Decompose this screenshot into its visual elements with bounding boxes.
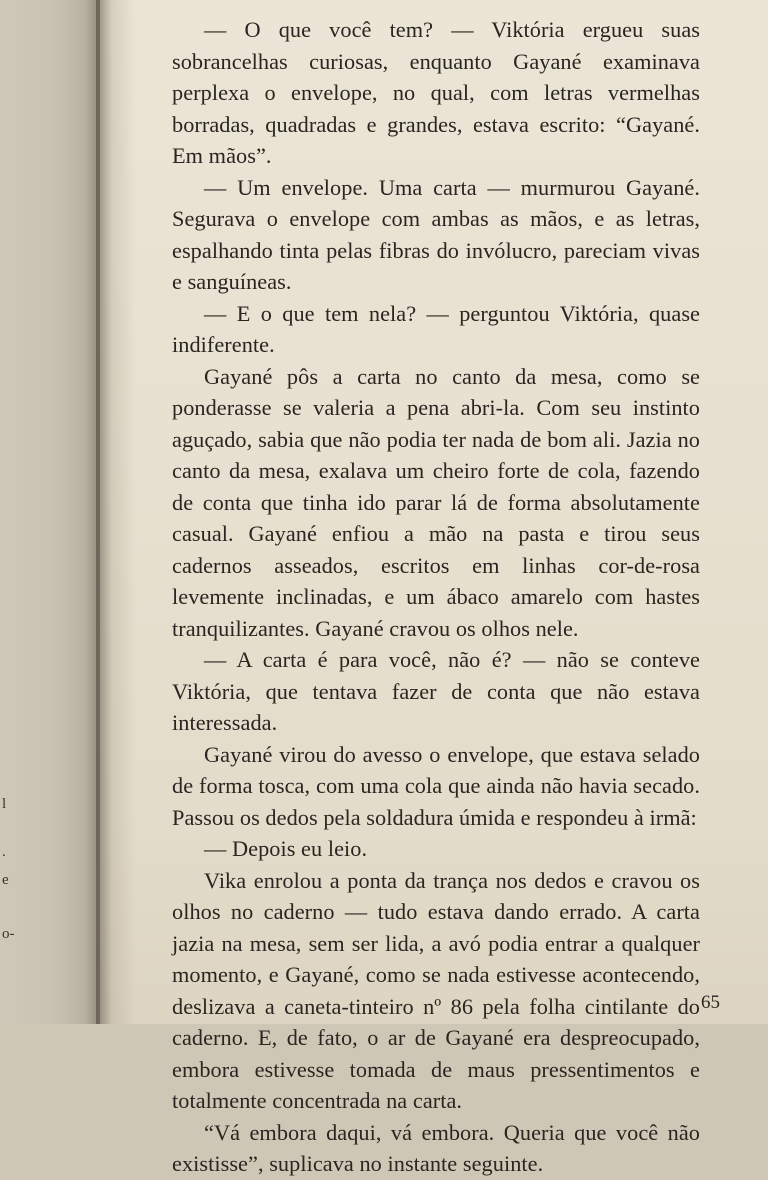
paragraph: — Depois eu leio. bbox=[204, 836, 368, 861]
paragraph: Vika enrolou a ponta da trança nos dedos e cravou os olhos no caderno — tudo estava dando errado. A carta jazia na mesa, sem ser lida, a avó podia entrar a qualquer momento, e Gayané, como se nada estivesse acontecendo, deslizava a caneta-tinteiro nº 86 pela folha cintilante do caderno. E, de fato, o ar de Gayané era despreocupado, embora estivesse tomada de maus pressentimentos e totalmente concentrada na carta. bbox=[172, 867, 700, 1113]
book-gutter-shadow bbox=[96, 0, 136, 1024]
paragraph: — O que você tem? — Viktória ergueu suas sobrancelhas curiosas, enquanto Gayané examinava perplexa o envelope, no qual, com letras vermelhas borradas, quadradas e grandes, estava escrito: “Gayané. Em mãos”. bbox=[172, 17, 700, 168]
paragraph: — A carta é para você, não é? — não se conteve Viktória, que tentava fazer de conta que não estava interessada. bbox=[172, 647, 700, 735]
paragraph: “Vá embora daqui, vá embora. Queria que você não existisse”, suplicava no instante seguinte. bbox=[172, 1119, 700, 1176]
fragment-text: l bbox=[2, 796, 7, 812]
fragment-text: o- bbox=[2, 926, 15, 942]
paragraph: Gayané pôs a carta no canto da mesa, como se ponderasse se valeria a pena abri-la. Com seu instinto aguçado, sabia que não podia ter nada de bom ali. Jazia no canto da mesa, exalava um cheiro forte de cola, fazendo de conta que tinha ido parar lá de forma absolutamente casual. Gayané enfiou a mão na pasta e tirou seus cadernos asseados, escritos em linhas cor-de-rosa levemente inclinadas, e um ábaco amarelo com hastes tranquilizantes. Gayané cravou os olhos nele. bbox=[172, 363, 700, 641]
paragraph: — Um envelope. Uma carta — murmurou Gayané. Segurava o envelope com ambas as mãos, e as letras, espalhando tinta pelas fibras do invólucro, pareciam vivas e sanguíneas. bbox=[172, 174, 700, 294]
fragment-text: e bbox=[2, 872, 9, 888]
page-body-text bbox=[172, 14, 700, 1180]
paragraph: — E o que tem nela? — perguntou Viktória, quase indiferente. bbox=[172, 300, 700, 357]
paragraph: Gayané virou do avesso o envelope, que estava selado de forma tosca, com uma cola que ainda não havia secado. Passou os dedos pela soldadura úmida e respondeu à irmã: bbox=[172, 741, 700, 830]
fragment-text: . bbox=[2, 844, 6, 860]
previous-page-edge bbox=[0, 0, 100, 1024]
page-number: 65 bbox=[701, 992, 720, 1013]
book-page bbox=[100, 0, 768, 1176]
